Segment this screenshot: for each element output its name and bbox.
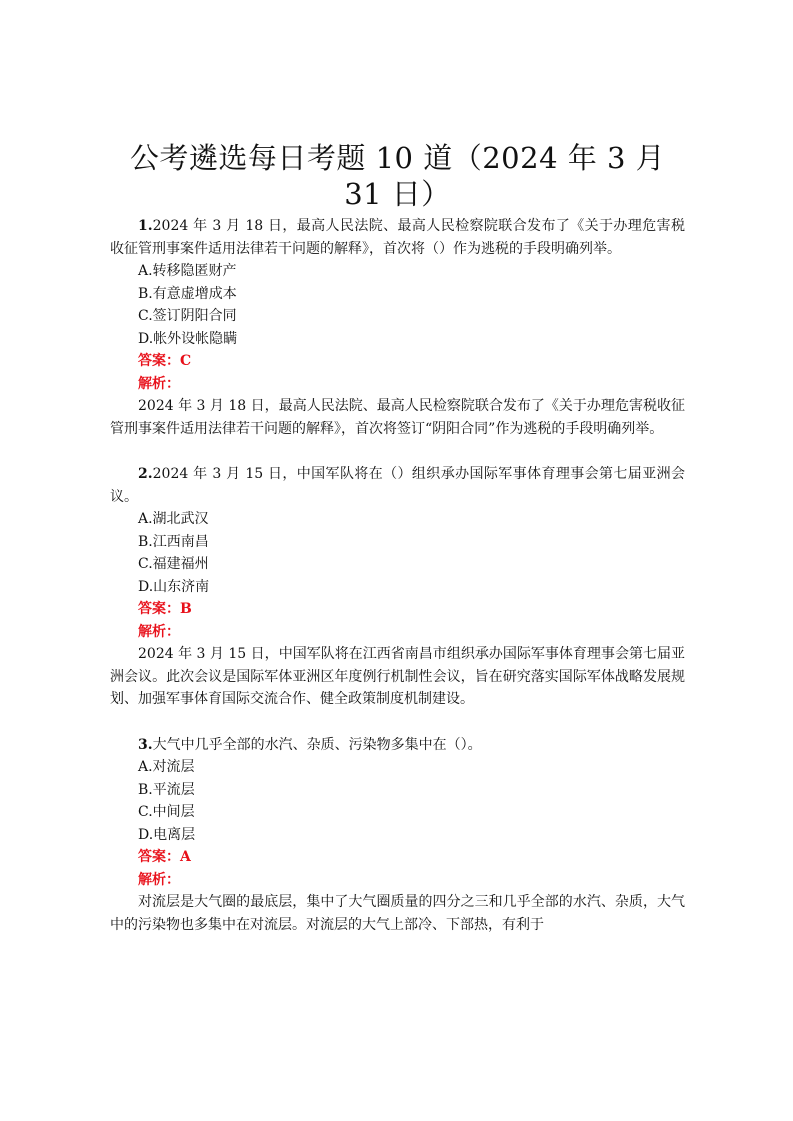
question-stem — [110, 215, 685, 260]
question-stem — [110, 734, 685, 757]
answer-label: 答案：A — [138, 849, 191, 865]
spacer — [110, 440, 685, 463]
analysis-label: 解析： — [138, 871, 180, 888]
analysis-text: 2024 年 3 月 18 日，最高人民法院、最高人民检察院联合发布了《关于办理危害税收征管刑事案件适用法律若干问题的解释》，首次将签订“阴阳合同”作为逃税的手段明确列举。 — [110, 398, 685, 437]
spacer — [110, 711, 685, 734]
option-a: A.对流层 — [138, 759, 195, 775]
option-d: D.山东济南 — [138, 578, 210, 595]
question-stem — [110, 463, 685, 508]
answer-label: 答案：B — [138, 601, 192, 617]
analysis-text: 2024 年 3 月 15 日，中国军队将在江西省南昌市组织承办国际军事体育理事会第七届亚洲会议。此次会议是国际军体亚洲区年度例行机制性会议，旨在研究落实国际军体战略发展规划、加强军事体育国际交流合作、健全政策制度机制建设。 — [110, 646, 685, 707]
question-number: 3. — [138, 736, 153, 753]
analysis-text: 对流层是大气圈的最底层，集中了大气圈质量的四分之三和几乎全部的水汽、杂质，大气中的污染物也多集中在对流层。对流层的大气上部冷、下部热，有利于 — [110, 894, 685, 933]
question-block — [110, 215, 685, 440]
option-a: A.转移隐匿财产 — [138, 263, 237, 279]
option-a: A.湖北武汉 — [138, 511, 209, 527]
document-title: 公考遴选每日考题 10 道（2024 年 3 月 31 日） — [129, 141, 666, 211]
question-text: 大气中几乎全部的水汽、杂质、污染物多集中在（）。 — [152, 736, 482, 753]
option-d: D.电离层 — [138, 826, 196, 843]
question-block — [110, 734, 685, 937]
option-b: B.平流层 — [138, 781, 195, 798]
question-block — [110, 463, 685, 711]
question-list — [110, 215, 685, 936]
analysis-label: 解析： — [138, 623, 180, 640]
question-number: 1. — [138, 218, 153, 234]
option-d: D.帐外设帐隐瞒 — [138, 330, 238, 347]
analysis-label: 解析： — [138, 375, 180, 392]
question-number: 2. — [138, 466, 153, 482]
option-c: C.福建福州 — [138, 556, 209, 572]
option-b: B.江西南昌 — [138, 533, 209, 550]
answer-label: 答案：C — [138, 353, 192, 369]
question-text: 2024 年 3 月 15 日，中国军队将在（）组织承办国际军事体育理事会第七届亚洲会议。 — [110, 466, 685, 505]
option-c: C.签订阴阳合同 — [138, 308, 237, 324]
option-b: B.有意虚增成本 — [138, 285, 237, 302]
option-c: C.中间层 — [138, 804, 195, 820]
question-text: 2024 年 3 月 18 日，最高人民法院、最高人民检察院联合发布了《关于办理危害税收征管刑事案件适用法律若干问题的解释》，首次将（）作为逃税的手段明确列举。 — [110, 218, 685, 257]
